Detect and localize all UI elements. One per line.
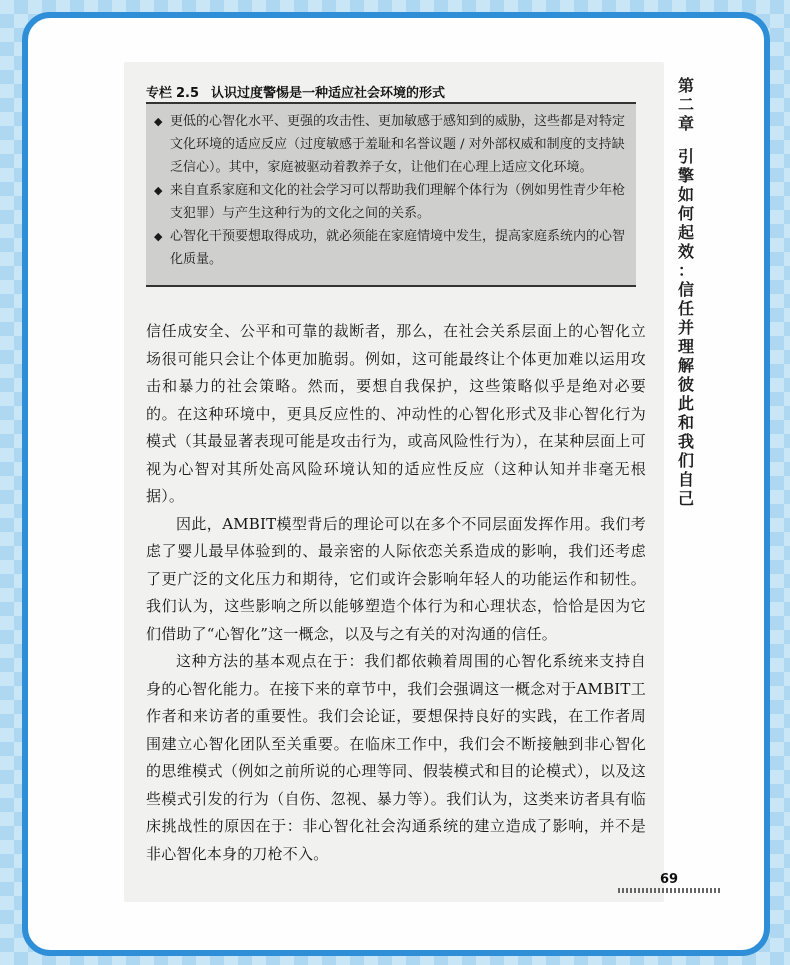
diamond-bullet-icon: ◆ — [154, 230, 163, 243]
chapter-title-char: 任 — [677, 299, 694, 318]
paragraph: 这种方法的基本观点在于：我们都依赖着周围的心智化系统来支持自身的心智化能力。在接下来的章节中，我们会强调这一概念对于AMBIT工作者和来访者的重要性。我们会论证，要想保持良好的实践，在工作者周围建立心智化团队至关重要。在临床工作中，我们会不断接触到非心智化的思维模式（例如之前所说的心理等同、假装模式和目的论模式），以及这些模式引发的行为（自伤、忽视、暴力等）。我们认为，这类来访者具有临床挑战性的原因在于：非心智化社会沟通系统的建立造成了影响，并不是非心智化本身的刀枪不入。 — [146, 652, 646, 863]
sidebar-title: 认识过度警惕是一种适应社会环境的形式 — [211, 86, 446, 101]
diamond-bullet-icon: ◆ — [154, 184, 163, 197]
chapter-title-char: 此 — [677, 394, 694, 413]
sidebar-bullet — [154, 110, 628, 179]
chapter-running-title — [672, 76, 700, 508]
chapter-title-char: ： — [677, 261, 694, 280]
chapter-title-char: 如 — [677, 185, 694, 204]
sidebar-box — [146, 102, 636, 287]
chapter-title-char: 们 — [677, 451, 694, 470]
chapter-title-char: 信 — [677, 280, 694, 299]
chapter-title-char: 理 — [677, 337, 694, 356]
chapter-title — [672, 147, 700, 508]
chapter-title-char: 彼 — [677, 375, 694, 394]
sidebar-bullet-text: 来自直系家庭和文化的社会学习可以帮助我们理解个体行为（例如男性青少年枪支犯罪）与产生这种行为的文化之间的关系。 — [170, 183, 626, 221]
chapter-label: 第二章 — [677, 76, 694, 133]
paragraph: 因此，AMBIT模型背后的理论可以在多个不同层面发挥作用。我们考虑了婴儿最早体验到的、最亲密的人际依恋关系造成的影响，我们还考虑了更广泛的文化压力和期待，它们或许会影响年轻人的功能运作和韧性。我们认为，这些影响之所以能够塑造个体行为和心理状态，恰恰是因为它们借助了“心智化”这一概念，以及与之有关的对沟通的信任。 — [146, 514, 646, 643]
diamond-bullet-icon: ◆ — [154, 115, 163, 128]
chapter-title-char: 自 — [677, 470, 694, 489]
sidebar-bullet-text: 更低的心智化水平、更强的攻击性、更加敏感于感知到的威胁，这些都是对特定文化环境的适应反应（过度敏感于羞耻和名誉议题 / 对外部权威和制度的支持缺乏信心）。其中，家庭被驱动着教养子女，让他们在心理上适应文化环境。 — [170, 114, 626, 175]
chapter-title-char: 并 — [677, 318, 694, 337]
sidebar-bullet — [154, 179, 628, 225]
chapter-title-char: 己 — [677, 489, 694, 508]
chapter-title-char: 引 — [677, 147, 694, 166]
sidebar-bullet — [154, 225, 628, 271]
sidebar-number: 2.5 — [176, 86, 200, 101]
chapter-title-char: 效 — [677, 242, 694, 261]
page-number: 69 — [660, 872, 679, 887]
chapter-title-char: 起 — [677, 223, 694, 242]
sidebar-bullet-text: 心智化干预要想取得成功，就必须能在家庭情境中发生，提高家庭系统内的心智化质量。 — [170, 229, 626, 267]
body-text — [146, 318, 646, 868]
sidebar-label: 专栏 — [146, 86, 173, 101]
chapter-title-char: 我 — [677, 432, 694, 451]
sidebar-heading — [146, 82, 641, 101]
paragraph: 信任成安全、公平和可靠的裁断者，那么，在社会关系层面上的心智化立场很可能只会让个体更加脆弱。例如，这可能最终让个体更加难以运用攻击和暴力的社会策略。然而，要想自我保护，这些策略似乎是绝对必要的。在这种环境中，更具反应性的、冲动性的心智化形式及非心智化行为模式（其最显著表现可能是攻击行为，或高风险性行为），在某种层面上可视为心智对其所处高风险环境认知的适应性反应（这种认知并非毫无根据）。 — [146, 322, 646, 505]
chapter-title-char: 和 — [677, 413, 694, 432]
page-number-decoration — [618, 888, 722, 893]
chapter-title-char: 擎 — [677, 166, 694, 185]
chapter-title-char: 何 — [677, 204, 694, 223]
chapter-title-char: 解 — [677, 356, 694, 375]
